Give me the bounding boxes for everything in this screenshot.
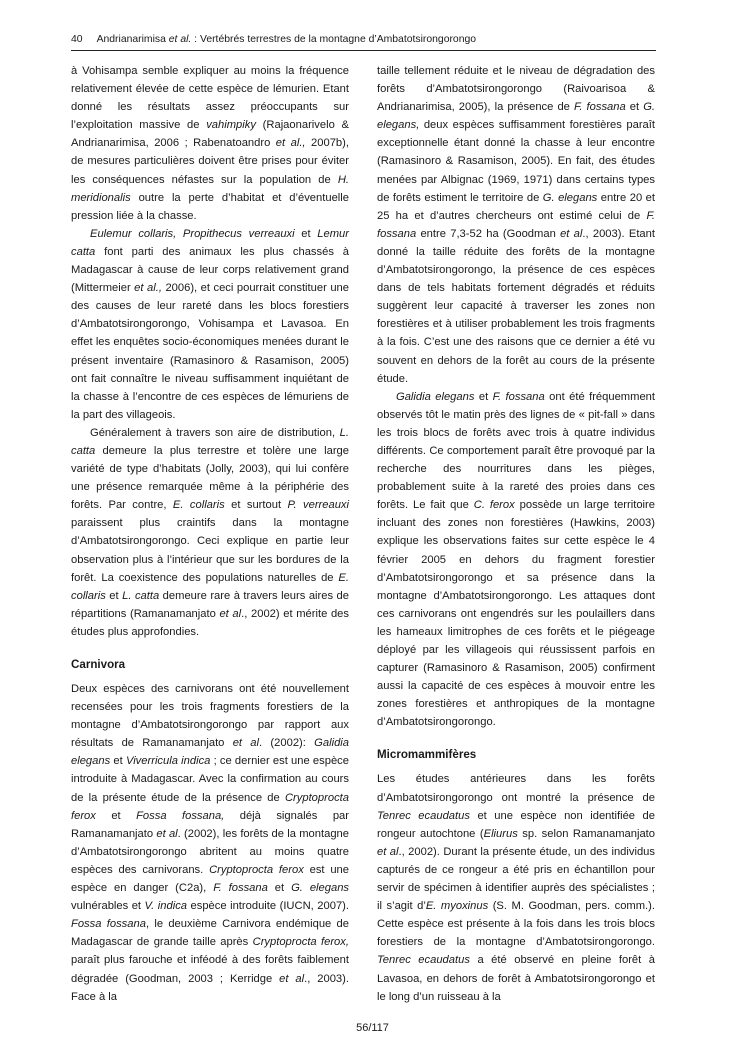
italic-term: E. collaris xyxy=(71,571,349,602)
italic-term: et al xyxy=(156,827,178,840)
paragraph: Eulemur collaris, Propithecus verreauxi et Lemur catta font parti des animaux les plus chassés à Madagascar à cause de leur corps relativement grand (Mittermeier et al., 2006), et ceci pourrait constituer une des causes de leur rareté dans les blocs forestiers d’Ambatotsirongorongo, Vohisampa et Lavasoa. En effet les enquêtes socio-économiques menées durant le présent inventaire (Ramasinoro & Rasamison, 2005) ont fait connaître le niveau suffisamment inquiétant de la chasse à l’encontre de ces espèces de lémuriens de la part des villageois. xyxy=(71,227,349,421)
italic-term: E. collaris xyxy=(172,499,225,512)
italic-term: Tenrec ecaudatus xyxy=(377,954,470,967)
italic-term: Eulemur collaris, Propithecus verreauxi xyxy=(90,227,295,240)
italic-term: Galidia elegans xyxy=(71,737,349,768)
paragraph: Galidia elegans et F. fossana ont été fréquemment observés tôt le matin près des lignes de « pit-fall » dans les trois blocs de forêts avec trois à quatre individus différents. Ce comportement paraît être provoqué par la recherche des nourritures dans les pièges, probablement suite à la rareté des proies dans ces forêts. Le fait que C. ferox possède un large territoire incluant des zones non forestières (Hawkins, 2003) explique les observations faites sur cette espèce le 4 février 2005 en dehors du fragment forestier d’Ambatotsirongorongo et sa présence dans la montagne d’Ambatotsirongorongo. Les attaques dont ces carnivorans ont engendrés sur les poulaillers dans les hameaux limitrophes de ces forêts et le piégeage déployé par les villageois qui réussissent parfois en capturer (Ramasinoro & Rasamison, 2005) confirment aussi la capacité de ces espèces à mouvoir entre les zones forestières et anthropiques de la montagne d’Ambatotsirongorongo. xyxy=(377,390,655,729)
italic-term: Viverricula indica xyxy=(125,755,211,768)
italic-term: E. myoxinus xyxy=(425,900,489,913)
italic-term: et al., xyxy=(275,137,306,150)
paragraph: taille tellement réduite et le niveau de dégradation des forêts d’Ambatotsirongorongo (Raivoarisoa & Andrianarimisa, 2005), la présence de F. fossana et G. elegans, deux espèces suffisamment forestières paraît exceptionnelle étant donné la chasse à leur encontre (Ramasinoro & Rasamison, 2005). En fait, des études menées par Albignac (1969, 1971) dans certains types de forêts estiment le territoire de G. elegans entre 20 et 25 ha et d’autres chercheurs ont estimé celui de F. fossana entre 7,3-52 ha (Goodman et al., 2003). Etant donné la taille réduite des forêts de la montagne d’Ambatotsirongorongo, la présence de ces espèces dans de tels habitats fortement dégradés et réduits suggèrent leur capacité à traverser les zones non forestières et à utiliser probablement les trois fragments à la fois. C’est une des raisons que ce dernier a été vu souvent en dehors de la forêt au cours de la présente étude. xyxy=(377,65,655,385)
paragraph: Les études antérieures dans les forêts d’Ambatotsirongorongo ont montré la présence de Tenrec ecaudatus et une espèce non identifiée de rongeur autochtone (Eliurus sp. selon Ramanamanjato et al., 2002). Durant la présente étude, un des individus capturés de ce rongeur a été pris en échantillon pour servir de spécimen à identifier auprès des spécialistes ; il s’agit d’E. myoxinus (S. M. Goodman, pers. comm.). Cette espèce est présente à la fois dans les trois blocs forestiers de la montagne d’Ambatotsirongorongo. Tenrec ecaudatus a été observé en pleine forêt à Lavasoa, en dehors de forêt à Ambatotsirongorongo et le long d’un ruisseau à la xyxy=(377,773,655,1003)
italic-term: et al xyxy=(232,737,260,750)
italic-term: vahimpiky xyxy=(206,119,256,132)
italic-term: Cryptoprocta ferox xyxy=(209,863,304,876)
paragraph: Généralement à travers son aire de distribution, L. catta demeure la plus terrestre et tolère une large variété de type d’habitats (Jolly, 2003), qui lui confère une présence remarquée même à la périphérie des forêts. Par contre, E. collaris et surtout P. verreauxi paraissent plus craintifs dans la montagne d’Ambatotsirongorongo. Ceci explique en partie leur observation plus à l’intérieur que sur les bordures de la forêt. La coexistence des populations naturelles de E. collaris et L. catta demeure rare à travers leurs aires de répartitions (Ramanamanjato et al., 2002) et mérite des études plus approfondies. xyxy=(71,426,350,638)
italic-term: Galidia elegans xyxy=(396,390,475,403)
header-etal: et al. xyxy=(168,34,192,45)
running-header xyxy=(71,33,656,51)
header-author: Andrianarimisa xyxy=(96,34,166,45)
italic-term: G. elegans xyxy=(291,882,350,895)
italic-term: Fossa fossana, xyxy=(136,809,225,822)
italic-term: F. fossana xyxy=(573,101,626,114)
right-column xyxy=(377,62,655,1006)
italic-term: G. elegans xyxy=(542,191,598,204)
italic-term: F. fossana xyxy=(492,390,545,403)
italic-term: Cryptoprocta ferox xyxy=(71,791,349,822)
italic-term: et al xyxy=(279,972,305,985)
italic-term: Fossa fossana xyxy=(71,918,146,931)
header-title: : Vertébrés terrestres de la montagne d’Ambatotsirongorongo xyxy=(191,34,477,45)
italic-term: F. fossana xyxy=(213,882,268,895)
left-column xyxy=(71,62,349,1006)
italic-term: Eliurus xyxy=(483,827,518,840)
italic-term: L. catta xyxy=(122,589,160,602)
italic-term: F. fossana xyxy=(377,209,655,240)
italic-term: et al., xyxy=(134,282,162,295)
italic-term: Tenrec ecaudatus xyxy=(377,809,470,822)
italic-term: Cryptoprocta ferox, xyxy=(252,936,349,949)
section-heading-carnivora: Carnivora xyxy=(71,658,126,671)
paragraph: à Vohisampa semble expliquer au moins la fréquence relativement élevée de cette espèce de lémurien. Etant donné les résultats assez préoccupants sur l’exploitation massive de vahimpiky (Rajaonarivelo & Andrianarimisa, 2006 ; Rabenatoandro et al., 2007b), de mesures particulières doivent être prises pour éviter les conséquences néfastes sur la population de H. meridionalis outre la perte d’habitat et d’éventuelle pression liée à la chasse. xyxy=(71,65,349,222)
italic-term: H. meridionalis xyxy=(71,173,349,204)
italic-term: C. ferox xyxy=(473,499,515,512)
italic-term: L. catta xyxy=(71,426,349,457)
italic-term: et al xyxy=(560,227,583,240)
italic-term: V. indica xyxy=(144,900,188,913)
italic-term: G. elegans, xyxy=(377,101,655,132)
italic-term: P. verreauxi xyxy=(287,499,350,512)
italic-term: et al xyxy=(377,845,399,858)
page-counter: 56/117 xyxy=(356,1022,389,1034)
italic-term: et al xyxy=(219,607,242,620)
paragraph: Deux espèces des carnivorans ont été nouvellement recensées pour les trois fragments forestiers de la montagne d’Ambatotsirongorongo par rapport aux résultats de Ramanamanjato et al. (2002): Galidia elegans et Viverricula indica ; ce dernier est une espèce introduite à Madagascar. Avec la confirmation au cours de la présente étude de la présence de Cryptoprocta ferox et Fossa fossana, déjà signalés par Ramanamanjato et al. (2002), les forêts de la montagne d’Ambatotsirongorongo abritent au moins quatre espèces des carnivorans. Cryptoprocta ferox est une espèce en danger (C2a), F. fossana et G. elegans vulnérables et V. indica espèce introduite (IUCN, 2007). Fossa fossana, le deuxième Carnivora endémique de Madagascar de grande taille après Cryptoprocta ferox, paraît plus farouche et inféodé à des forêts faiblement dégradée (Goodman, 2003 ; Kerridge et al., 2003). Face à la xyxy=(71,683,350,1003)
page-number: 40 xyxy=(71,34,83,45)
section-heading-micromammiferes: Micromammifères xyxy=(377,748,477,762)
italic-term: Lemur catta xyxy=(71,227,349,258)
